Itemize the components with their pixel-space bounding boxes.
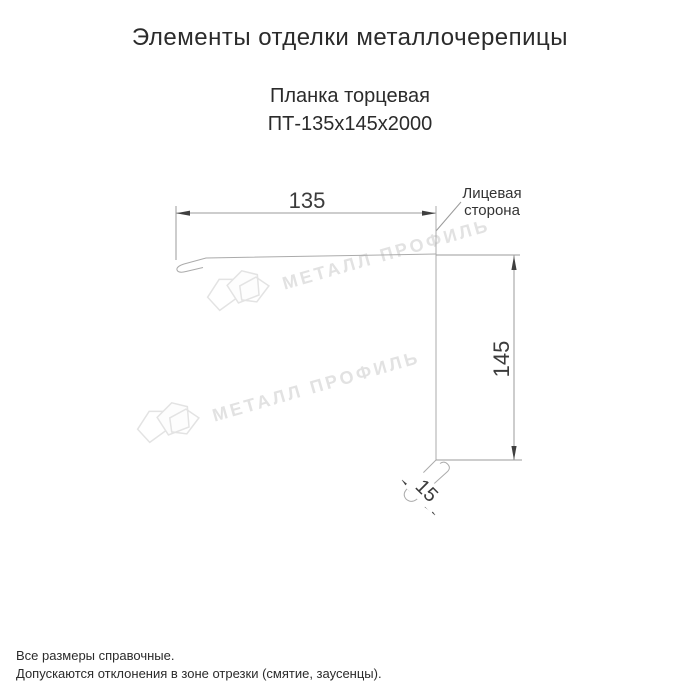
dim-135-arrow-left <box>176 211 190 216</box>
dimension-height: 145 <box>489 340 514 378</box>
product-name: Планка торцевая <box>270 85 430 107</box>
product-code: ПТ-135х145х2000 <box>267 113 433 135</box>
profile-top-flange <box>177 254 436 272</box>
footnote-reference-dimensions: Все размеры справочные. <box>16 648 175 663</box>
dim-135-arrow-right <box>422 211 436 216</box>
face-side-label: Лицевая сторона <box>462 185 522 219</box>
footnote-cutting-deviations: Допускаются отклонения в зоне отрезки (смятие, заусенцы). <box>16 666 382 681</box>
watermark-brand-text: МЕТАЛЛ ПРОФИЛЬ <box>280 214 493 294</box>
dimension-bottom-flange: 15 <box>404 470 447 513</box>
dimension-top-width: 135 <box>288 188 326 213</box>
watermark-brand-text: МЕТАЛЛ ПРОФИЛЬ <box>210 346 423 426</box>
dim-145-arrow-bottom <box>511 446 516 460</box>
dim-145-arrow-top <box>511 256 516 270</box>
page-title: Элементы отделки металлочерепицы <box>131 24 569 51</box>
